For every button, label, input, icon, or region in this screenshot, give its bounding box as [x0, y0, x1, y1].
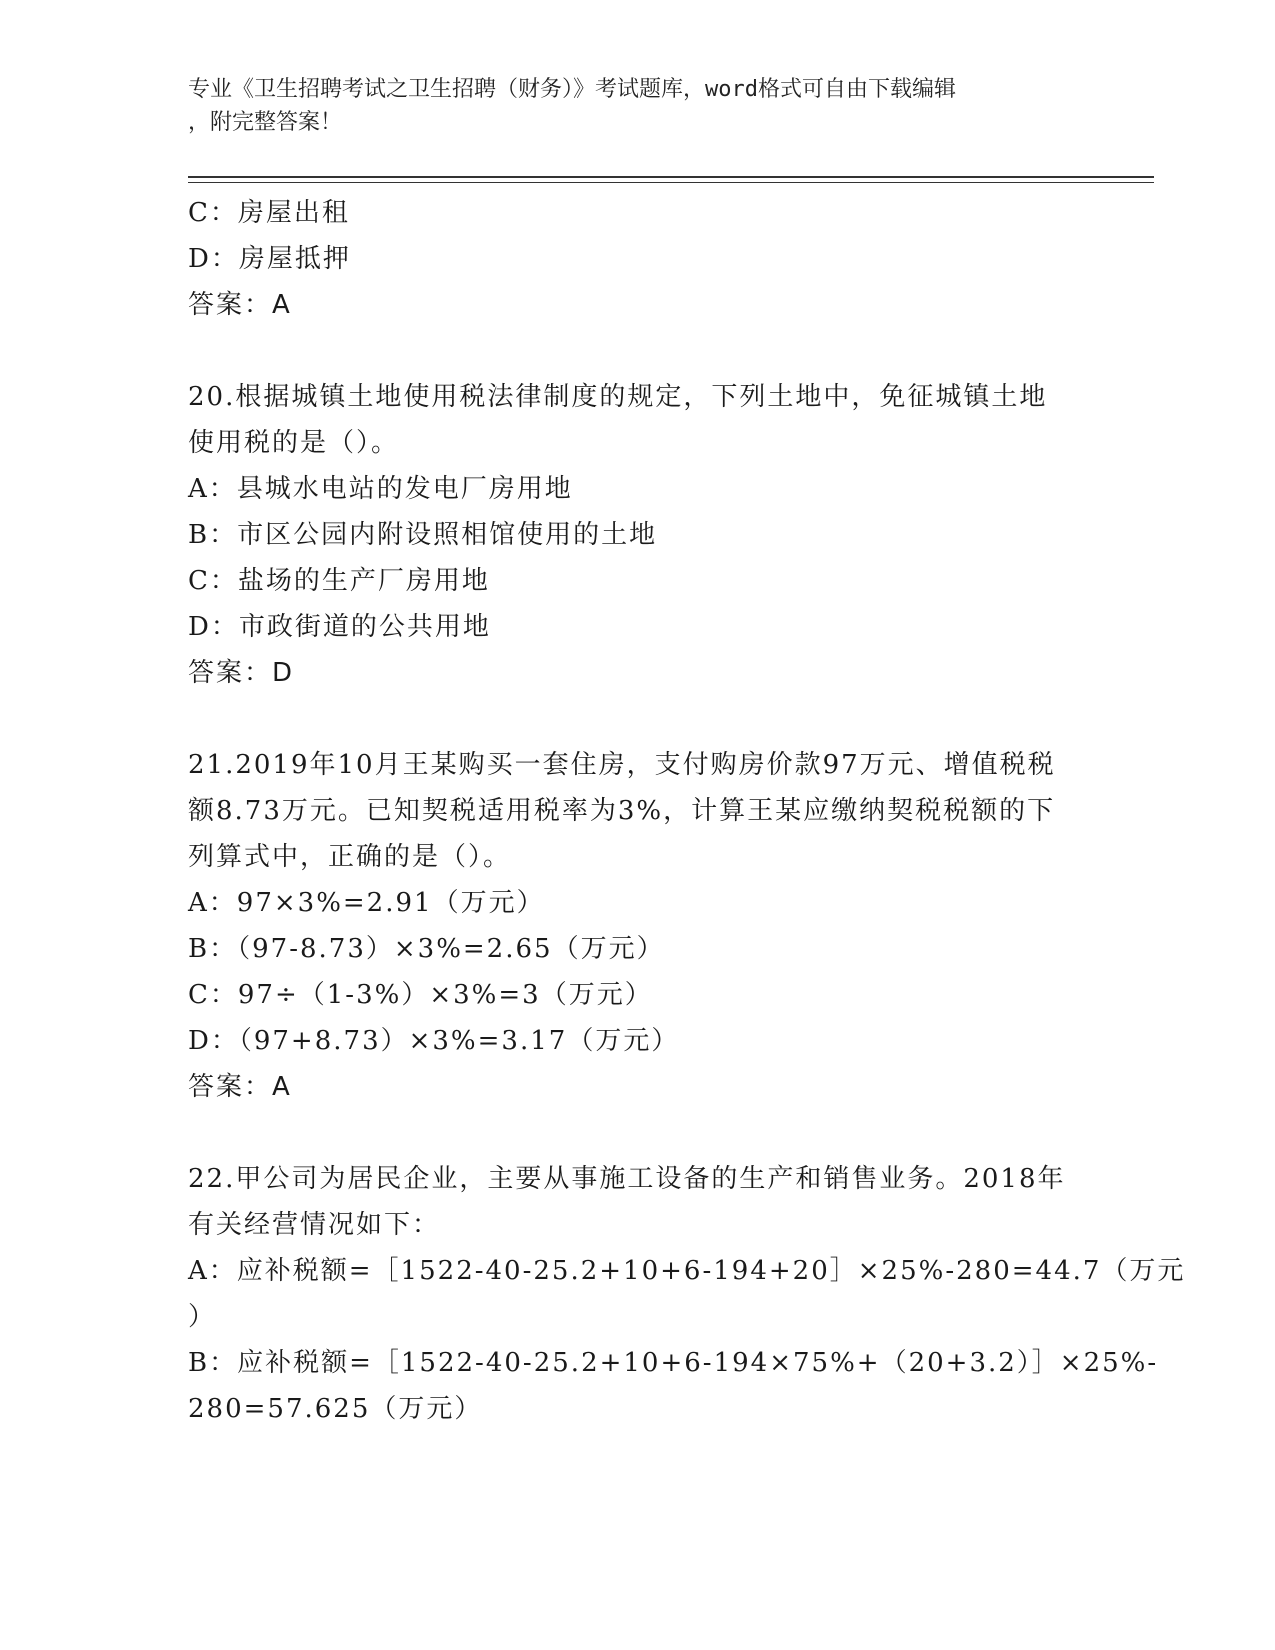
document-body: [188, 190, 1186, 1432]
q22-option-a-line-1: A：应补税额=［1522-40-25.2+10+6-194+20］×25%-280=44.7（万元: [188, 1256, 1186, 1286]
q20-stem-line-2: 使用税的是（）。: [188, 428, 400, 458]
q21-option-b: B：（97-8.73）×3%=2.65（万元）: [188, 934, 665, 964]
q19-option-c: C：房屋出租: [188, 198, 350, 228]
q20-option-c: C：盐场的生产厂房用地: [188, 566, 490, 596]
q21-stem-line-1: 21.2019年10月王某购买一套住房，支付购房价款97万元、增值税税: [188, 750, 1056, 780]
q20-option-b: B：市区公园内附设照相馆使用的土地: [188, 520, 658, 550]
q21-option-c: C：97÷（1-3%）×3%=3（万元）: [188, 980, 653, 1010]
q20-answer: 答案：D: [188, 658, 295, 688]
header-rule-thin: [188, 182, 1154, 183]
q20-stem-line-1: 20.根据城镇土地使用税法律制度的规定，下列土地中，免征城镇土地: [188, 382, 1048, 412]
q22-option-b-line-1: B：应补税额=［1522-40-25.2+10+6-194×75%+（20+3.2）］×25%-: [188, 1348, 1159, 1378]
q20-option-d: D：市政街道的公共用地: [188, 612, 491, 642]
q21-stem-line-2: 额8.73万元。已知契税适用税率为3%，计算王某应缴纳契税税额的下: [188, 796, 1056, 826]
q19-option-d: D：房屋抵押: [188, 244, 351, 274]
spacer: [188, 1110, 1088, 1156]
spacer: [188, 328, 1088, 374]
q22-stem-line-2: 有关经营情况如下：: [188, 1210, 441, 1240]
header-line-2: ，附完整答案！: [188, 110, 343, 135]
header-line-1: 专业《卫生招聘考试之卫生招聘（财务）》考试题库，word格式可自由下载编辑: [188, 77, 956, 102]
q20-option-a: A：县城水电站的发电厂房用地: [188, 474, 573, 504]
page-header: [188, 73, 1068, 139]
header-rule-thick: [188, 176, 1154, 178]
q22-option-a-line-2: ）: [188, 1302, 217, 1332]
q21-option-d: D：（97+8.73）×3%=3.17（万元）: [188, 1026, 680, 1056]
q22-option-b-line-2: 280=57.625（万元）: [188, 1394, 483, 1424]
q21-stem-line-3: 列算式中，正确的是（）。: [188, 842, 512, 872]
q19-answer: 答案：A: [188, 290, 292, 320]
spacer: [188, 696, 1088, 742]
q22-stem-line-1: 22.甲公司为居民企业，主要从事施工设备的生产和销售业务。2018年: [188, 1164, 1066, 1194]
q21-option-a: A：97×3%=2.91（万元）: [188, 888, 545, 918]
q21-answer: 答案：A: [188, 1072, 292, 1102]
